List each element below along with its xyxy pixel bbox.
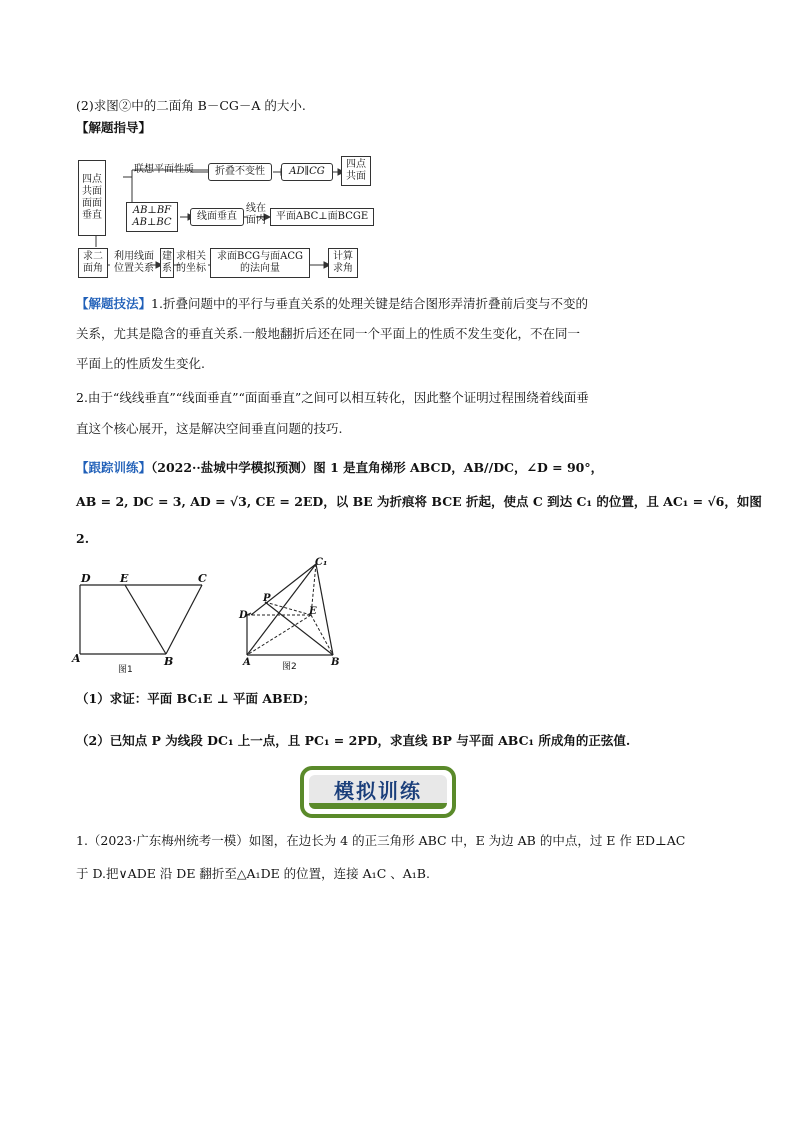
flow-box-coplanar-result: 四点 共面 bbox=[341, 156, 371, 186]
guide-title: 【解题指导】 bbox=[76, 120, 152, 135]
flow-box-coplanar: 四点 共面 面面 垂直 bbox=[78, 160, 106, 236]
technique-text-1c: 平面上的性质发生变化. bbox=[76, 356, 205, 371]
fig2-caption: 图2 bbox=[282, 662, 297, 672]
fig1-label-A: A bbox=[72, 652, 81, 665]
flow-text-line-plane-pos: 利用线面 位置关系 bbox=[114, 251, 154, 274]
question-part-2: (2)求图②中的二面角 B－CG－A 的大小. bbox=[76, 98, 306, 113]
figure-2-folded-solid bbox=[235, 555, 350, 675]
fig2-label-D: D bbox=[239, 610, 248, 621]
technique-text-2b: 直这个核心展开，这是解决空间垂直问题的技巧. bbox=[76, 421, 343, 436]
technique-line-1 bbox=[76, 296, 588, 312]
flow-box-dihedral: 求二 面角 bbox=[78, 248, 108, 278]
flow-box-coordinate-system: 建 系 bbox=[160, 248, 174, 278]
figure-1-trapezoid bbox=[70, 570, 220, 675]
fig1-label-D: D bbox=[81, 572, 91, 585]
fig1-label-C: C bbox=[198, 572, 207, 585]
technique-text-1b: 关系，尤其是隐含的垂直关系.一般地翻折后还在同一个平面上的性质不发生变化，不在同一 bbox=[76, 326, 580, 341]
technique-text-1a: 1.折叠问题中的平行与垂直关系的处理关键是结合图形弄清折叠前后变与不变的 bbox=[151, 296, 588, 311]
track-text-a: （2022··盐城中学模拟预测）图 1 是直角梯形 ABCD，AB//DC，∠D = 90°， bbox=[151, 460, 604, 475]
fig2-label-E: E bbox=[309, 606, 317, 617]
flow-box-perpendicular-lines: AB⊥BF AB⊥BC bbox=[126, 202, 178, 232]
flow-text-plane-property: 联想平面性质 bbox=[134, 164, 194, 175]
fig2-label-A: A bbox=[243, 657, 251, 668]
flow-box-fold-invariance: 折叠不变性 bbox=[208, 163, 272, 181]
fig2-label-B: B bbox=[331, 657, 340, 668]
track-text-b: AB = 2, DC = 3, AD = √3, CE = 2ED，以 BE 为折痕将 BCE 折起，使点 C 到达 C₁ 的位置，且 AC₁ = √6，如图 bbox=[76, 494, 762, 509]
fig2-label-C1: C₁ bbox=[315, 557, 328, 568]
fig1-label-B: B bbox=[164, 655, 174, 668]
flow-box-line-plane-perp: 线面垂直 bbox=[190, 208, 244, 226]
mock-question-1b: 于 D.把∨ADE 沿 DE 翻折至△A₁DE 的位置，连接 A₁C 、A₁B. bbox=[76, 866, 430, 881]
flow-box-parallel: AD∥CG bbox=[281, 163, 333, 181]
mock-question-1a: 1.（2023·广东梅州统考一模）如图，在边长为 4 的正三角形 ABC 中，E 为边 AB 的中点，过 E 作 ED⊥AC bbox=[76, 833, 686, 848]
flow-text-line-in-plane: 线在 面内 bbox=[246, 203, 266, 226]
technique-label: 【解题技法】 bbox=[76, 296, 152, 311]
track-text-c: 2. bbox=[76, 531, 90, 546]
section-banner bbox=[300, 766, 456, 818]
flow-box-plane-perp: 平面ABC⊥面BCGE bbox=[270, 208, 374, 226]
flow-box-compute-angle: 计算 求角 bbox=[328, 248, 358, 278]
track-label: 【跟踪训练】 bbox=[76, 460, 152, 475]
flow-box-normal-vectors: 求面BCG与面ACG 的法向量 bbox=[210, 248, 310, 278]
technique-text-2a: 2.由于“线线垂直”“线面垂直”“面面垂直”之间可以相互转化，因此整个证明过程围绕着线面垂 bbox=[76, 390, 589, 405]
fig2-label-P: P bbox=[263, 593, 271, 604]
fig1-caption: 图1 bbox=[118, 665, 133, 675]
sub-question-1: （1）求证：平面 BC₁E ⊥ 平面 ABED； bbox=[76, 691, 316, 706]
fig1-label-E: E bbox=[120, 572, 129, 585]
sub-question-2: （2）已知点 P 为线段 DC₁ 上一点，且 PC₁ = 2PD，求直线 BP 与平面 ABC₁ 所成角的正弦值. bbox=[76, 733, 631, 748]
flow-text-coordinates: 求相关 的坐标 bbox=[176, 251, 206, 274]
track-line-1 bbox=[76, 460, 603, 476]
section-banner-title: 模拟训练 bbox=[309, 775, 447, 809]
